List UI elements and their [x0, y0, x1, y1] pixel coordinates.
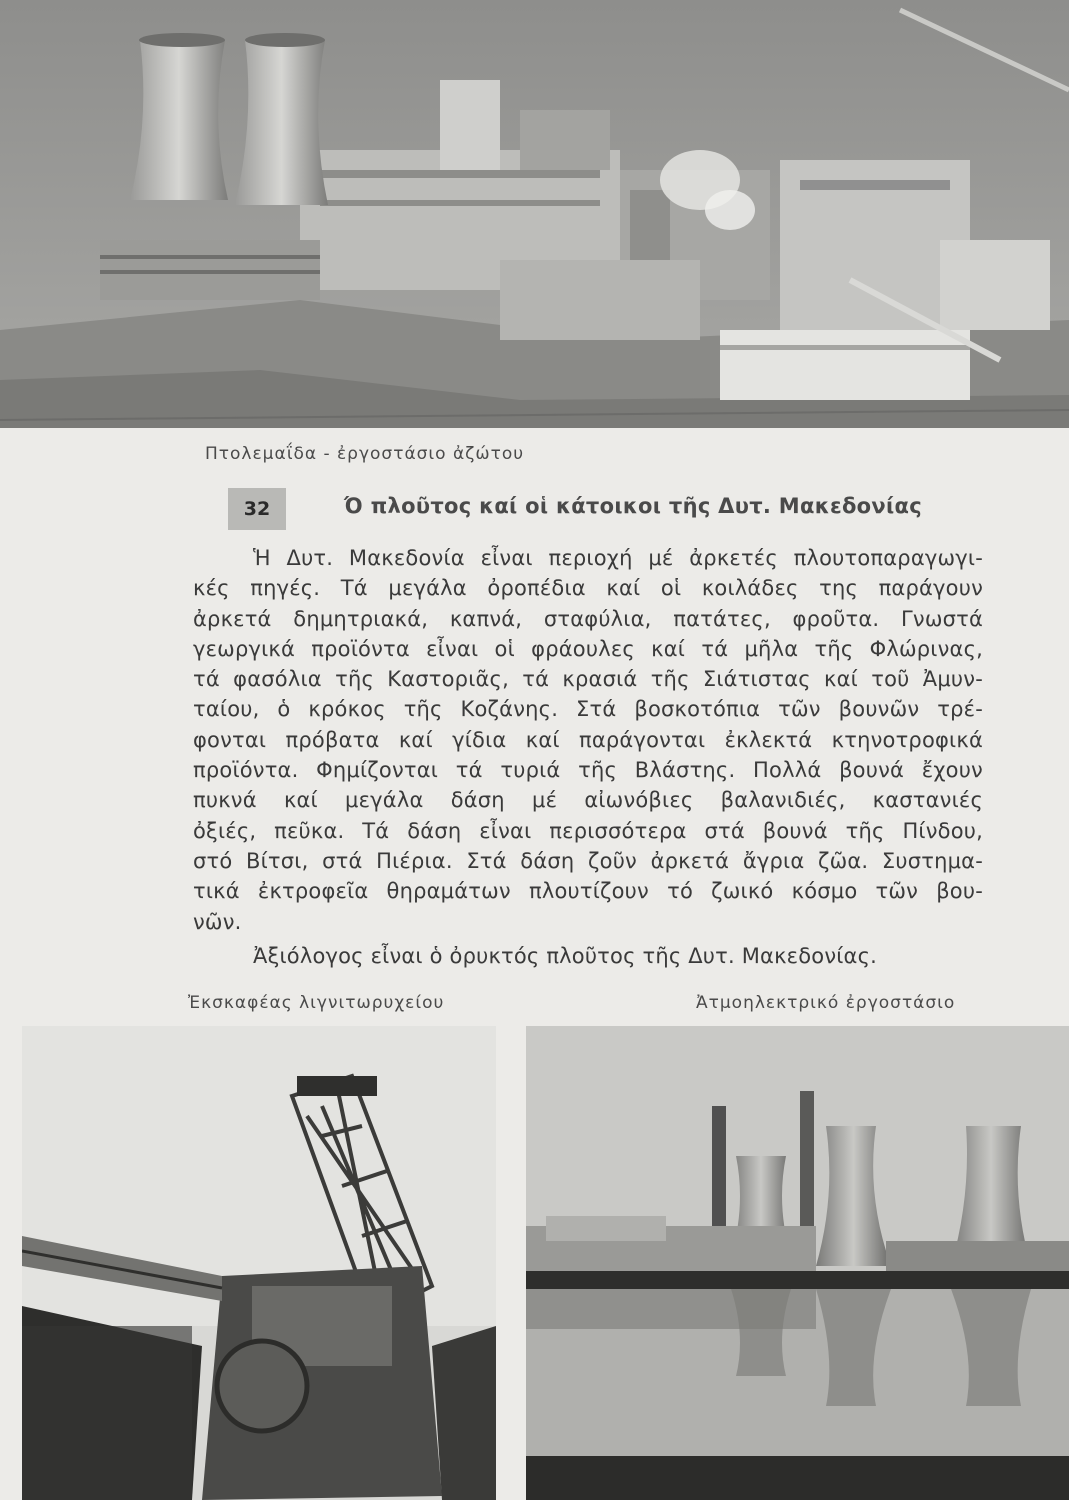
factory-aerial-photo	[0, 0, 1069, 428]
body-line: ἀρκετά δημητριακά, καπνά, σταφύλια, πατάτες, φροῦτα. Γνωστά	[193, 606, 983, 631]
body-line: κές πηγές. Τά μεγάλα ὀροπέδια καί οἱ κοιλάδες της παράγουν	[193, 576, 983, 601]
body-line: τά φασόλια τῆς Καστοριᾶς, τά κρασιά τῆς Σιάτιστας καί τοῦ Ἀμυν-	[193, 667, 983, 692]
body-line: νῶν.	[193, 909, 242, 934]
bottom-right-photo-caption: Ἀτμοηλεκτρικό ἐργοστάσιο	[696, 993, 956, 1013]
body-line: προϊόντα. Φημίζονται τά τυριά τῆς Βλάστης. Πολλά βουνά ἔχουν	[193, 758, 983, 783]
bottom-left-photo-caption: Ἐκσκαφέας λιγνιτωρυχείου	[188, 993, 445, 1013]
body-line: τικά ἐκτροφεῖα θηραμάτων πλουτίζουν τό ζωικό κόσμο τῶν βου-	[193, 879, 983, 904]
body-line: Ἡ Δυτ. Μακεδονία εἶναι περιοχή μέ ἀρκετές πλουτοπαραγωγι-	[253, 546, 983, 570]
power-plant-photo	[526, 1026, 1069, 1500]
body-line: φονται πρόβατα καί γίδια καί παράγονται ἐκλεκτά κτηνοτροφικά	[193, 727, 983, 752]
body-line: ὀξιές, πεῦκα. Τά δάση εἶναι περισσότερα στά βουνά τῆς Πίνδου,	[193, 818, 983, 843]
body-line: πυκνά καί μεγάλα δάση μέ αἰωνόβιες βαλανιδιές, καστανιές	[193, 788, 983, 813]
top-photo-caption: Πτολεμαΐδα - ἐργοστάσιο ἀζώτου	[205, 444, 525, 464]
body-line: ταίου, ὁ κρόκος τῆς Κοζάνης. Στά βοσκοτόπια τῶν βουνῶν τρέ-	[193, 697, 983, 722]
body-paragraph	[193, 543, 983, 971]
page-number-badge: 32	[228, 488, 286, 530]
excavator-photo	[22, 1026, 496, 1500]
section-title: Ό πλοῦτος καί οἱ κάτοικοι τῆς Δυτ. Μακεδονίας	[344, 494, 922, 518]
body-line: στό Βίτσι, στά Πιέρια. Στά δάση ζοῦν ἀρκετά ἄγρια ζῶα. Συστημα-	[193, 848, 983, 873]
body-paragraph-2: Ἀξιόλογος εἶναι ὁ ὀρυκτός πλοῦτος τῆς Δυτ. Μακεδονίας.	[253, 943, 878, 968]
body-line: γεωργικά προϊόντα εἶναι οἱ φράουλες καί τά μῆλα τῆς Φλώρινας,	[193, 636, 983, 661]
